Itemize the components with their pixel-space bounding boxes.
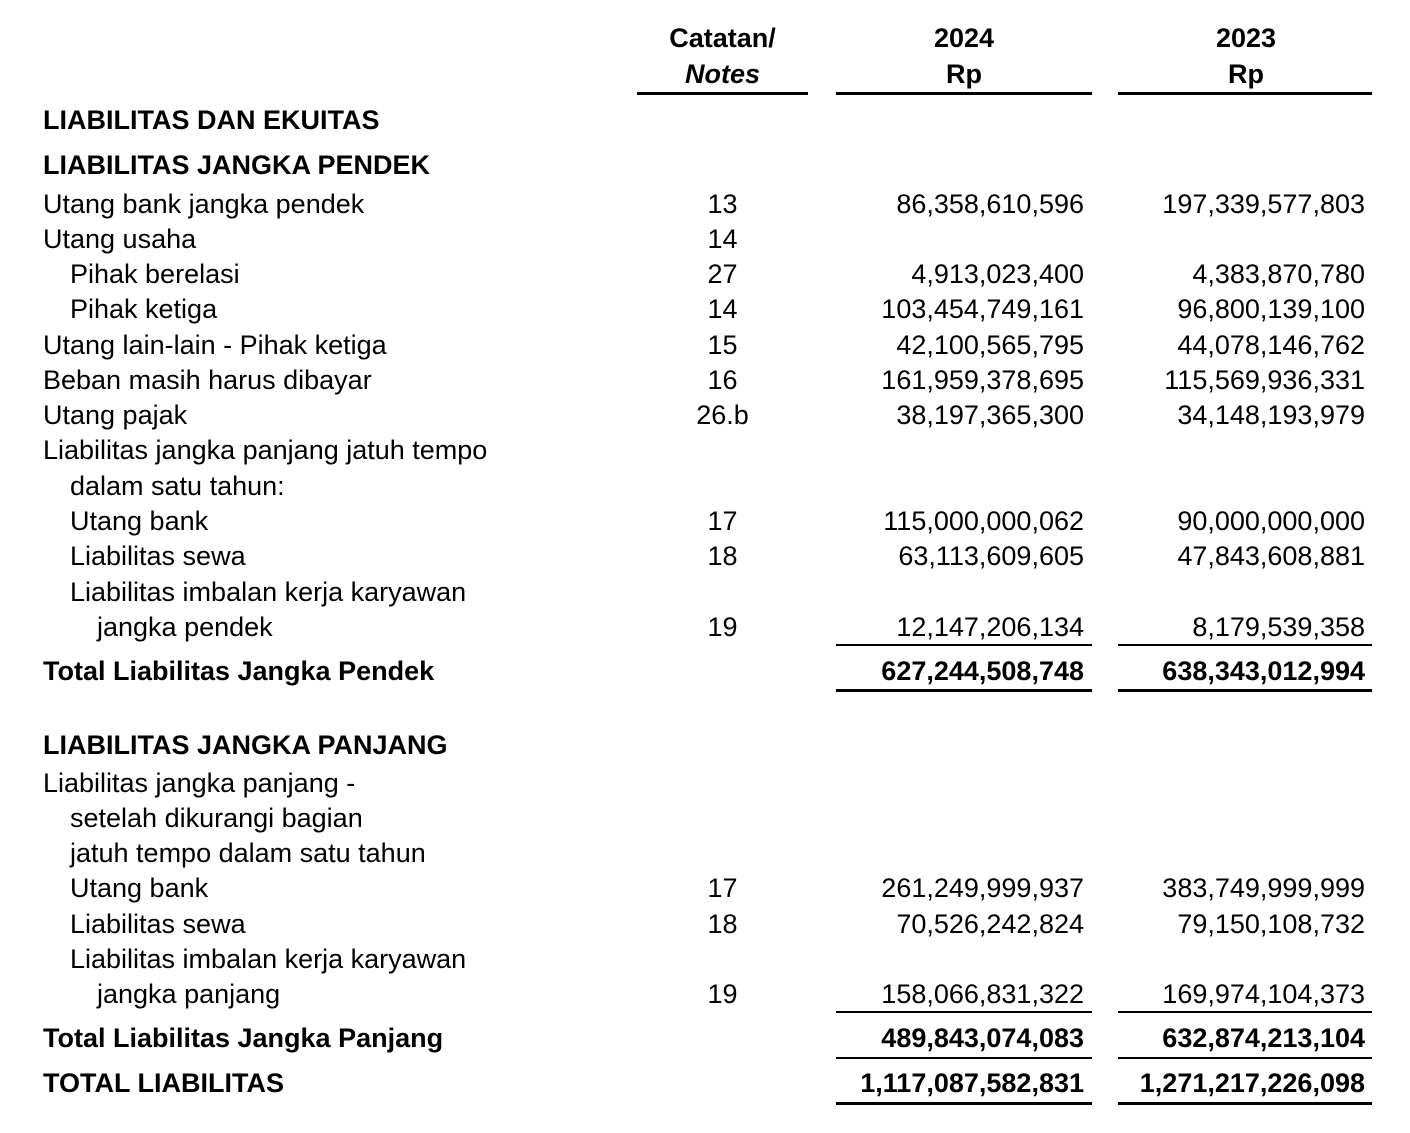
notes-header-line1: Catatan/ [669,23,776,53]
row-label: Utang bank [70,506,209,536]
row-note: 18 [707,909,738,939]
col-2023-unit: Rp [1228,59,1264,89]
row-value-2024: 63,113,609,605 [898,541,1084,571]
table-row [0,328,1410,363]
table-row [0,907,1410,942]
row-value-2024: 261,249,999,937 [881,873,1084,903]
table-row [0,871,1410,906]
row-value-2023: 115,569,936,331 [1164,365,1365,395]
row-label: LIABILITAS JANGKA PENDEK [43,150,431,180]
table-row [0,433,1410,468]
row-value-2024: 4,913,023,400 [911,259,1084,289]
table-row [0,363,1410,398]
subtotal-rule-2024 [836,1057,1092,1059]
subtotal-rule-2023 [1118,644,1372,646]
table-row [0,504,1410,539]
row-label: jangka panjang [97,979,281,1009]
row-note: 15 [707,330,738,360]
table-row [0,575,1410,610]
subtotal-rule-2024 [836,1011,1092,1013]
row-label: Utang bank jangka pendek [43,189,365,219]
row-label: jangka pendek [97,612,273,642]
subtotal-rule-2023 [1118,1011,1372,1013]
notes-header-line2: Notes [684,59,760,89]
row-label: Utang lain-lain - Pihak ketiga [43,330,387,360]
row-value-2023: 383,749,999,999 [1162,873,1365,903]
row-note: 19 [707,612,738,642]
total-rule-2024 [836,689,1092,692]
row-note: 27 [707,259,738,289]
table-row [0,801,1410,836]
notes-header-rule [637,92,808,95]
row-value-2023: 34,148,193,979 [1177,400,1365,430]
table-row [0,610,1410,645]
row-value-2024: 627,244,508,748 [881,656,1084,686]
row-value-2024: 70,526,242,824 [896,909,1084,939]
row-value-2023: 8,179,539,358 [1192,612,1365,642]
row-note: 26.b [696,400,749,430]
table-row [0,257,1410,292]
row-value-2024: 86,358,610,596 [896,189,1084,219]
row-value-2024: 489,843,074,083 [881,1023,1084,1053]
row-value-2023: 632,874,213,104 [1162,1023,1365,1053]
row-label: Pihak berelasi [70,259,240,289]
col-2023-header [1120,20,1372,92]
row-label: LIABILITAS JANGKA PANJANG [43,730,448,760]
row-label: jatuh tempo dalam satu tahun [70,838,426,868]
row-value-2023: 1,271,217,226,098 [1139,1068,1365,1098]
total-rule-2023 [1118,689,1372,692]
table-row [0,187,1410,222]
table-row [0,539,1410,574]
row-value-2024: 12,147,206,134 [896,612,1084,642]
grand-total-rule-2024 [836,1102,1092,1105]
table-row [0,469,1410,504]
row-label: LIABILITAS DAN EKUITAS [43,105,380,135]
row-label: Utang usaha [43,224,197,254]
col-2024-header [838,20,1090,92]
row-label: Liabilitas imbalan kerja karyawan [70,944,467,974]
col-2023-header-rule [1118,92,1372,95]
row-value-2023: 47,843,608,881 [1177,541,1365,571]
table-row [0,942,1410,977]
row-label: dalam satu tahun: [70,471,285,501]
row-value-2024: 38,197,365,300 [896,400,1084,430]
row-label: Liabilitas sewa [70,909,246,939]
section-heading-jangka-pendek [0,148,1410,183]
grand-total-row [0,1066,1410,1101]
table-row [0,977,1410,1012]
col-2024-header-rule [836,92,1092,95]
subtotal-rule-2024 [836,644,1092,646]
row-value-2023: 44,078,146,762 [1177,330,1365,360]
total-row-jangka-panjang [0,1021,1410,1056]
section-heading-liabilitas-dan-ekuitas [0,103,1410,138]
row-value-2023: 638,343,012,994 [1162,656,1365,686]
row-note: 14 [707,224,738,254]
row-note: 17 [707,873,738,903]
notes-column-header [640,20,805,92]
col-2024-year: 2024 [933,23,995,53]
table-row [0,222,1410,257]
row-label: Liabilitas imbalan kerja karyawan [70,577,467,607]
row-note: 19 [707,979,738,1009]
row-label: Beban masih harus dibayar [43,365,372,395]
col-2024-unit: Rp [946,59,982,89]
row-label: Pihak ketiga [70,294,218,324]
row-note: 17 [707,506,738,536]
total-row-jangka-pendek [0,654,1410,689]
col-2023-year: 2023 [1215,23,1277,53]
row-value-2023: 197,339,577,803 [1162,189,1365,219]
table-row [0,836,1410,871]
row-label: Utang bank [70,873,209,903]
row-label: Liabilitas jangka panjang - [43,768,356,798]
table-row [0,766,1410,801]
row-value-2024: 1,117,087,582,831 [860,1068,1084,1098]
row-value-2023: 169,974,104,373 [1162,979,1365,1009]
row-value-2023: 90,000,000,000 [1177,506,1365,536]
row-label: Total Liabilitas Jangka Pendek [43,656,435,686]
row-value-2023: 79,150,108,732 [1177,909,1365,939]
row-note: 18 [707,541,738,571]
row-label: Utang pajak [43,400,188,430]
row-label: Total Liabilitas Jangka Panjang [43,1023,444,1053]
row-value-2023: 96,800,139,100 [1177,294,1365,324]
row-label: setelah dikurangi bagian [70,803,363,833]
row-value-2024: 158,066,831,322 [881,979,1084,1009]
row-value-2024: 103,454,749,161 [881,294,1084,324]
section-heading-jangka-panjang [0,728,1410,763]
row-value-2024: 115,000,000,062 [883,506,1084,536]
row-value-2024: 161,959,378,695 [881,365,1084,395]
table-row [0,292,1410,327]
grand-total-rule-2023 [1118,1102,1372,1105]
row-value-2024: 42,100,565,795 [896,330,1084,360]
row-note: 16 [707,365,738,395]
row-label: Liabilitas jangka panjang jatuh tempo [43,435,488,465]
row-value-2023: 4,383,870,780 [1192,259,1365,289]
row-label: Liabilitas sewa [70,541,246,571]
table-row [0,398,1410,433]
row-label: TOTAL LIABILITAS [43,1068,284,1098]
row-note: 13 [707,189,738,219]
row-note: 14 [707,294,738,324]
subtotal-rule-2023 [1118,1057,1372,1059]
